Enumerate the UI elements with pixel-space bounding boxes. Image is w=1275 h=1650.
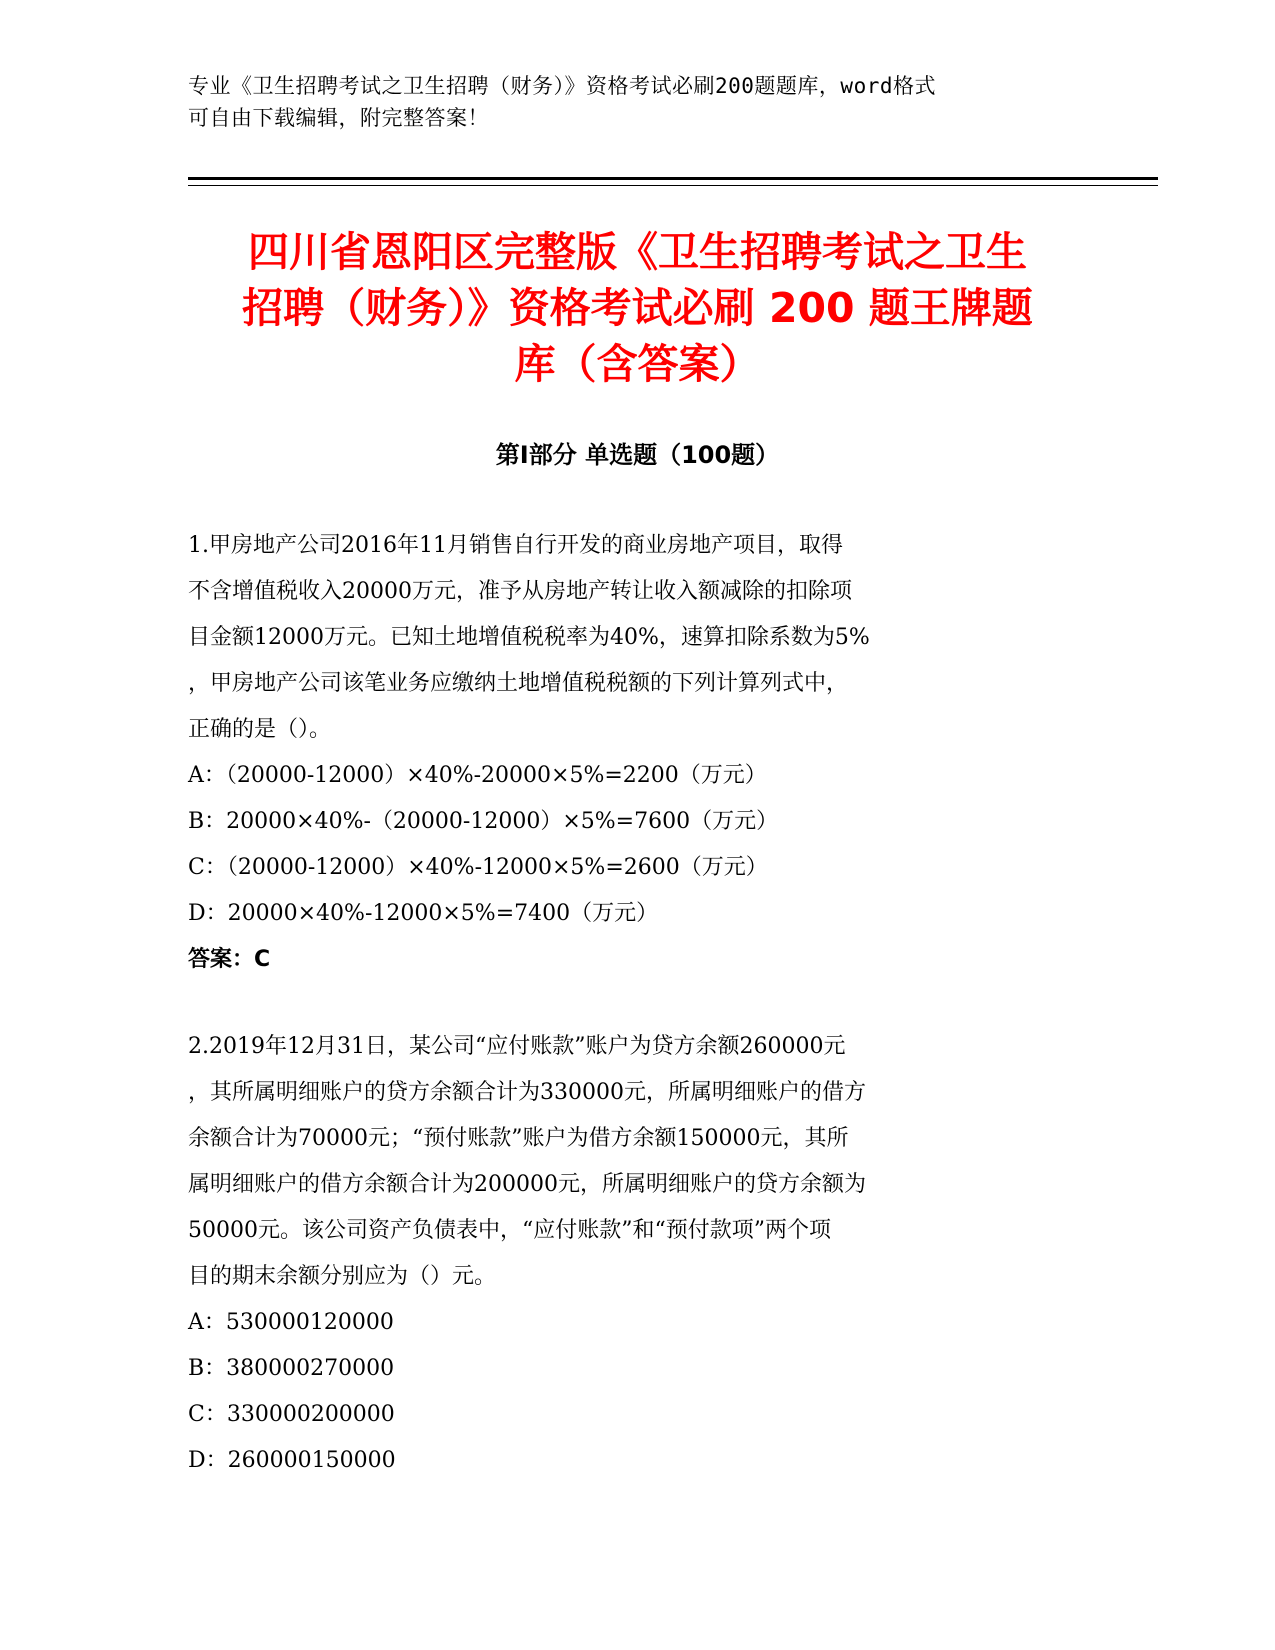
header-note	[188, 70, 1068, 134]
document-title-line-3: 库（含答案）	[514, 340, 761, 388]
question-stem-line: 属明细账户的借方余额合计为200000元，所属明细账户的贷方余额为	[188, 1172, 866, 1197]
question-stem-line: 不含增值税收入20000万元，准予从房地产转让收入额减除的扣除项	[188, 579, 852, 604]
header-note-line-1: 专业《卫生招聘考试之卫生招聘（财务）》资格考试必刷200题题库，word格式	[188, 74, 936, 98]
question-stem-line: 余额合计为70000元；“预付账款”账户为借方余额150000元，其所	[188, 1126, 849, 1151]
answer-label: 答案：C	[188, 947, 271, 972]
document-title	[150, 224, 1125, 392]
question-stem-line: 目金额12000万元。已知土地增值税税率为40%，速算扣除系数为5%	[188, 625, 870, 650]
option-b: B：20000×40%-（20000-12000）×5%=7600（万元）	[188, 809, 779, 834]
question-stem-line: 2.2019年12月31日，某公司“应付账款”账户为贷方余额260000元	[188, 1034, 846, 1059]
header-note-line-2: 可自由下载编辑，附完整答案！	[188, 106, 489, 130]
option-c: C：（20000-12000）×40%-12000×5%=2600（万元）	[188, 855, 768, 880]
document-title-line-1: 四川省恩阳区完整版《卫生招聘考试之卫生	[248, 228, 1027, 276]
question-2	[188, 1024, 1088, 1484]
question-1	[188, 523, 1088, 983]
option-b: B：380000270000	[188, 1356, 395, 1381]
section-heading: 第Ⅰ部分 单选题（100题）	[495, 441, 780, 469]
document-title-line-2: 招聘（财务）》资格考试必刷 200 题王牌题	[242, 284, 1033, 332]
header-divider-thin	[188, 185, 1158, 186]
option-a: A：（20000-12000）×40%-20000×5%=2200（万元）	[188, 763, 767, 788]
option-a: A：530000120000	[188, 1310, 394, 1335]
option-d: D：20000×40%-12000×5%=7400（万元）	[188, 901, 659, 926]
question-stem-line: ，甲房地产公司该笔业务应缴纳土地增值税税额的下列计算列式中，	[188, 671, 849, 696]
question-stem-line: 正确的是（）。	[188, 717, 332, 742]
question-stem-line: 目的期末余额分别应为（）元。	[188, 1264, 497, 1289]
header-divider-thick	[188, 177, 1158, 180]
question-stem-line: 1.甲房地产公司2016年11月销售自行开发的商业房地产项目，取得	[188, 533, 843, 558]
option-d: D：260000150000	[188, 1448, 396, 1473]
option-c: C：330000200000	[188, 1402, 395, 1427]
question-stem-line: 50000元。该公司资产负债表中，“应付账款”和“预付款项”两个项	[188, 1218, 831, 1243]
question-stem-line: ，其所属明细账户的贷方余额合计为330000元，所属明细账户的借方	[188, 1080, 866, 1105]
